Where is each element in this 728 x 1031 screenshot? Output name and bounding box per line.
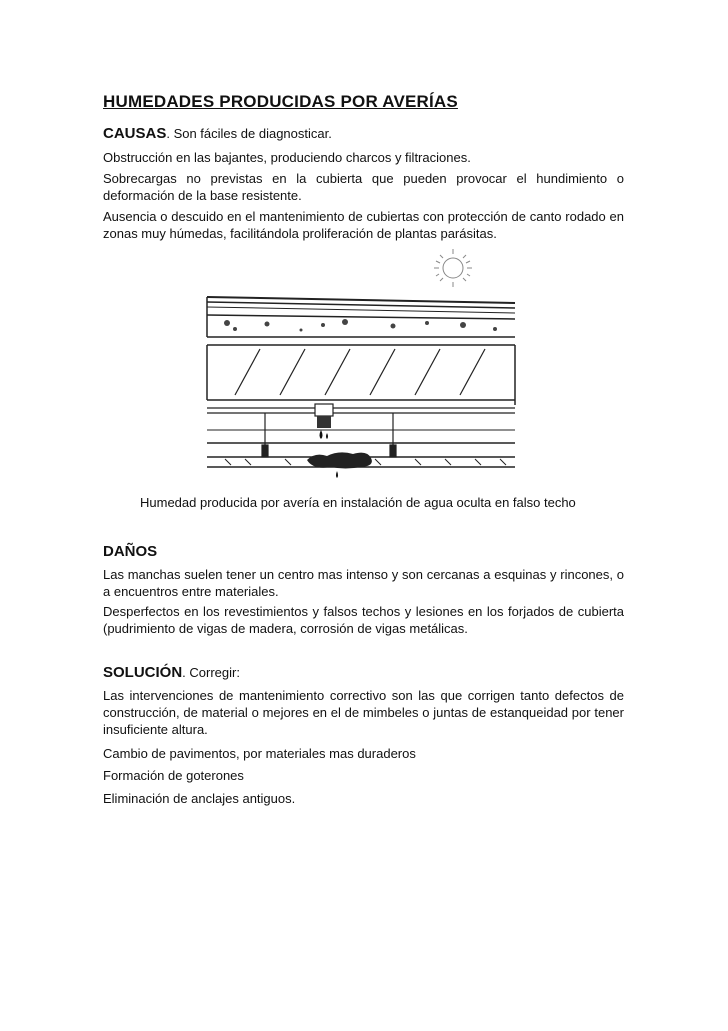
solucion-heading-line: [103, 664, 624, 681]
solucion-item-3: Formación de goterones: [103, 768, 244, 783]
page-title: HUMEDADES PRODUCIDAS POR AVERÍAS: [103, 92, 458, 111]
solucion-heading-rest: . Corregir:: [182, 665, 240, 680]
danos-heading: DAÑOS: [103, 543, 158, 560]
gravel-texture: [224, 319, 497, 332]
damp-stain: [307, 452, 372, 468]
solucion-item-4: Eliminación de anclajes antiguos.: [103, 791, 296, 806]
causas-item-2: Sobrecargas no previstas en la cubierta que pueden provocar el hundimiento o deformación de la base resistente.: [103, 171, 624, 203]
water-pipe: [207, 404, 515, 443]
solucion-heading: SOLUCIÓN: [103, 664, 183, 681]
causas-item-1: Obstrucción en las bajantes, produciendo charcos y filtraciones.: [103, 150, 471, 165]
stain-drip: [336, 471, 338, 478]
danos-item-2: Desperfectos en los revestimientos y falsos techos y lesiones en los forjados de cubierta (pudrimiento de vigas de madera, corrosión de vigas metálicas.: [103, 604, 624, 636]
leak-drip: [317, 416, 331, 439]
causas-heading: CAUSAS: [103, 125, 167, 142]
figure-caption: Humedad producida por avería en instalación de agua oculta en falso techo: [140, 495, 576, 510]
structural-slab: [207, 345, 515, 405]
danos-item-1: Las manchas suelen tener un centro mas intenso y son cercanas a esquinas y rincones, o a encuentros entre materiales.: [103, 567, 624, 599]
roof-layers: [207, 297, 515, 337]
roof-section-illustration: [205, 245, 525, 495]
causas-heading-line: [103, 125, 624, 142]
causas-item-3: Ausencia o descuido en el mantenimiento de cubiertas con protección de canto rodado en zonas muy húmedas, facilitándola proliferación de plantas parásitas.: [103, 209, 624, 241]
solucion-item-2: Cambio de pavimentos, por materiales mas duraderos: [103, 746, 416, 761]
solucion-item-1: Las intervenciones de mantenimiento correctivo son las que corrigen tanto defectos de construcción, de material o mejores en el de mimbeles o juntas de estanqueidad por tener insuficiente altura.: [103, 688, 624, 737]
causas-heading-rest: . Son fáciles de diagnosticar.: [166, 126, 332, 141]
sun-icon: [434, 249, 472, 287]
